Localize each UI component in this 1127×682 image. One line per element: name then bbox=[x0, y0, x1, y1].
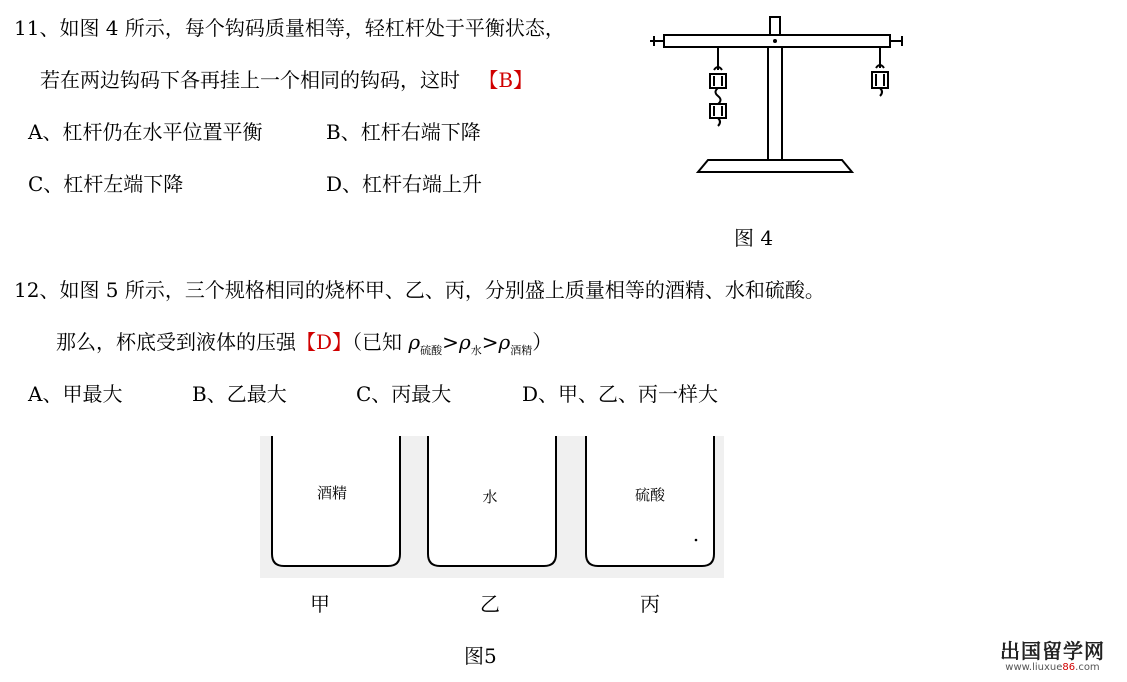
q12-option-d: D、甲、乙、丙一样大 bbox=[522, 382, 719, 406]
q11-line1: 11、如图 4 所示，每个钩码质量相等，轻杠杆处于平衡状态， bbox=[14, 16, 565, 40]
watermark bbox=[1000, 640, 1105, 674]
q12-given-close: ） bbox=[532, 330, 553, 354]
q11-option-b: B、杠杆右端下降 bbox=[326, 120, 481, 144]
beakers-figure bbox=[260, 436, 724, 578]
liquid-label-bing: 硫酸 bbox=[634, 486, 666, 504]
q12-line2 bbox=[56, 330, 552, 358]
q11-answer: 【B】 bbox=[478, 68, 534, 92]
liquid-label-jia: 酒精 bbox=[316, 484, 348, 502]
q11-line2 bbox=[40, 68, 533, 92]
rho-symbol: ρ bbox=[458, 330, 471, 354]
figure5-caption: 图5 bbox=[464, 644, 497, 668]
q11-option-c: C、杠杆左端下降 bbox=[28, 172, 184, 196]
liquid-label-yi: 水 bbox=[482, 488, 498, 506]
sub-water: 水 bbox=[470, 344, 482, 357]
figure4-caption: 图 4 bbox=[734, 226, 774, 250]
lever-figure bbox=[640, 10, 920, 180]
q12-answer: 【D】 bbox=[296, 330, 353, 354]
q12-option-a: A、甲最大 bbox=[28, 382, 123, 406]
q11-line2-text: 若在两边钩码下各再挂上一个相同的钩码，这时 bbox=[40, 68, 460, 92]
beaker-name-bing: 丙 bbox=[640, 592, 660, 616]
q12-line1: 12、如图 5 所示，三个规格相同的烧杯甲、乙、丙，分别盛上质量相等的酒精、水和硫酸。 bbox=[14, 278, 825, 302]
watermark-url: www.liuxue86.com bbox=[1005, 662, 1100, 673]
q12-option-b: B、乙最大 bbox=[192, 382, 287, 406]
watermark-main: 出国留学网 bbox=[1000, 639, 1105, 663]
rho-symbol: ρ bbox=[408, 330, 421, 354]
q11-option-a: A、杠杆仍在水平位置平衡 bbox=[28, 120, 263, 144]
q12-given-open: （已知 bbox=[352, 330, 403, 354]
gt-symbol: > bbox=[442, 330, 459, 354]
q11-option-d: D、杠杆右端上升 bbox=[326, 172, 483, 196]
q12-line2-text: 那么，杯底受到液体的压强 bbox=[56, 330, 296, 354]
sub-sulfuric: 硫酸 bbox=[420, 344, 443, 357]
beaker-name-yi: 乙 bbox=[480, 592, 500, 616]
rho-symbol: ρ bbox=[498, 330, 511, 354]
sub-alcohol: 酒精 bbox=[510, 344, 533, 357]
q12-option-c: C、丙最大 bbox=[356, 382, 452, 406]
beaker-name-jia: 甲 bbox=[310, 592, 330, 616]
gt-symbol: > bbox=[481, 330, 499, 354]
